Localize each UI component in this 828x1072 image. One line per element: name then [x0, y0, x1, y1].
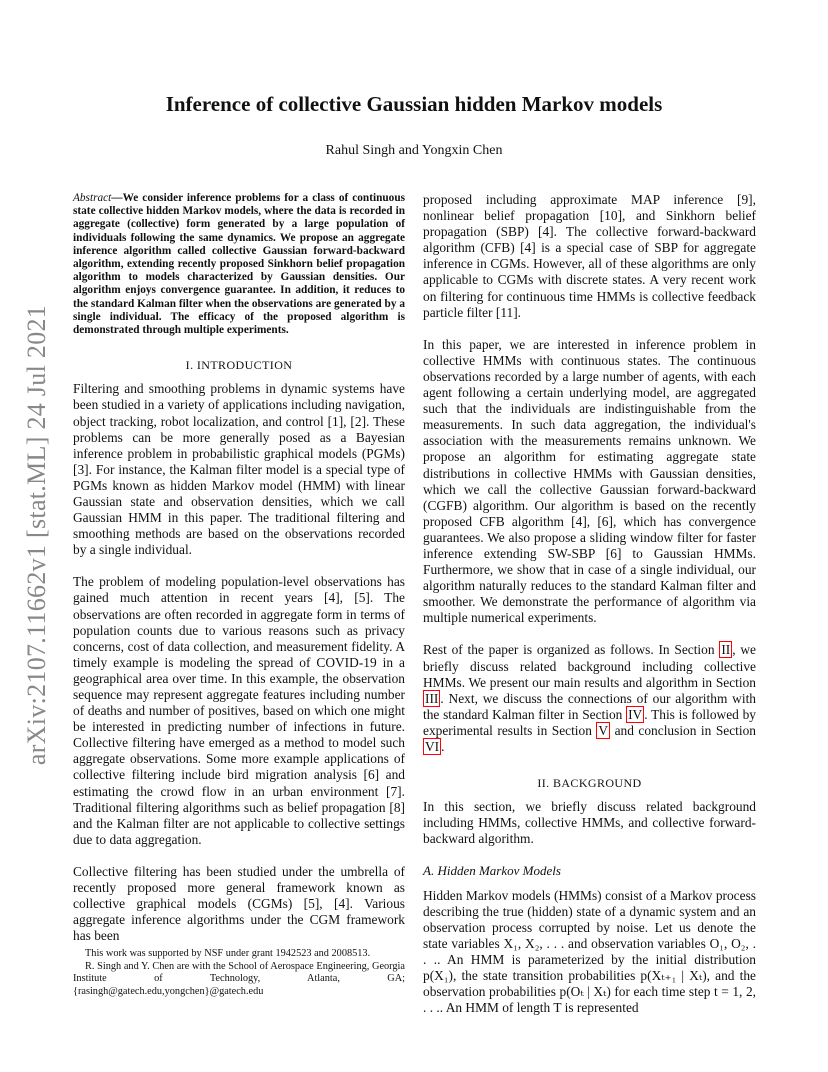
outline-text-d: . This is followed by experimental results in Section: [423, 706, 756, 738]
footnote-funding: This work was supported by NSF under grant 1942523 and 2008513.: [85, 948, 371, 959]
intro-heading: I. INTRODUCTION: [185, 358, 293, 373]
arxiv-side-label: [22, 290, 52, 780]
arxiv-id-text: arXiv:2107.11662v1 [stat.ML] 24 Jul 2021: [22, 304, 51, 766]
intro-paragraph-2: The problem of modeling population-level observations has gained much attention in recent years [4], [5]. The observations are often recorded in aggregate form in terms of population counts due to various reasons such as privacy concerns, cost of data collection, and measurement fidelity. A timely example is modeling the spread of COVID-19 in a geographical area over time. In this example, the observation sequence may represent aggregate features including number of deaths and number of positives, based on which one might be interested in predicting number of infections in future. Collective filtering have emerged as a method to model such aggregate observations. Some more example applications of collective filtering include bird migration analysis [6] and estimating the crowd flow in an urban environment [7]. Traditional filtering algorithms such as belief propagation [8] and the Kalman filter are not applicable to collective settings due to data aggregation.: [73, 574, 405, 847]
outline-text-e: and conclusion in Section: [610, 722, 757, 738]
footnote-affiliation: R. Singh and Y. Chen are with the School of Aerospace Engineering, Georgia Institute of Technology, Atlanta, GA; {rasingh@gatech.edu,yongchen}@gatech.edu: [73, 960, 405, 997]
abstract-label: Abstract: [73, 192, 112, 204]
intro-paragraph-1: Filtering and smoothing problems in dynamic systems have been studied in a variety of applications including navigation, object tracking, robot localization, and control [1], [2]. These problems can be more generally posed as a Bayesian inference problem in probabilistic graphical models (PGMs) [3]. For instance, the Kalman filter model is a special type of PGMs known as hidden Markov model (HMM) with linear Gaussian state and observation densities, which we call Gaussian HMM in this paper. The traditional filtering and smoothing methods are based on the observations recorded by a single individual.: [73, 381, 405, 558]
outline-text-b: , we briefly discuss related background including collective HMMs. We present our main results and algorithm in Section: [423, 642, 756, 690]
footnote: [73, 948, 405, 998]
outline-text-a: Rest of the paper is organized as follows. In Section: [423, 642, 720, 658]
right-column: [423, 192, 756, 1016]
section-link-iii[interactable]: III: [425, 690, 439, 706]
hmm-subheading: A. Hidden Markov Models: [423, 863, 561, 879]
background-paragraph-1: In this section, we briefly discuss related background including HMMs, collective HMMs, and collective forward-backward algorithm.: [423, 799, 756, 847]
section-link-vi[interactable]: VI: [425, 739, 440, 754]
section-link-ii[interactable]: II: [721, 642, 731, 658]
intro-paragraph-3: Collective filtering has been studied under the umbrella of recently proposed more general framework known as collective graphical models (CGMs) [5], [4]. Various aggregate inference algorithms under the CGM framework has been: [73, 863, 405, 944]
paper-title: Inference of collective Gaussian hidden Markov models: [165, 92, 663, 116]
right-paragraph-1: proposed including approximate MAP inference [9], nonlinear belief propagation [10], and Sinkhorn belief propagation (SBP) [4]. The collective forward-backward algorithm (CFB) [4] is a special case of SBP for aggregate inference in CGMs. However, all of these algorithms are only applicable to CGMs with discrete states. A very recent work on filtering for continuous time HMMs is collective feedback particle filter [11].: [423, 192, 756, 320]
outline-paragraph: [423, 642, 756, 755]
section-link-iv[interactable]: IV: [628, 706, 643, 722]
background-heading: II. BACKGROUND: [537, 776, 642, 791]
abstract-dash: —: [111, 192, 123, 204]
section-link-v[interactable]: V: [598, 722, 609, 738]
left-column: [73, 192, 405, 944]
paper-authors: Rahul Singh and Yongxin Chen: [325, 143, 503, 158]
right-paragraph-2: In this paper, we are interested in inference problem in collective HMMs with continuous states. The continuous observations recorded by a large number of agents, with each agent following a certain underlying model, are aggregated such that the individuals are indistinguishable from the measurements. In such data aggregation, the individual's association with the measurements remains unknown. We propose an algorithm for estimating aggregate state distributions in collective HMMs with Gaussian densities, which we call the collective Gaussian forward-backward (CGFB) algorithm. Our algorithm is based on the recently proposed CFB algorithm [4], [6], which has convergence guarantees. We also propose a sliding window filter for faster inference extending SW-SBP [6] to Gaussian HMMs. Furthermore, we show that in case of a single individual, our algorithm naturally reduces to the standard Kalman filter and smoother. We demonstrate the performance of algorithm via multiple numerical experiments.: [423, 336, 756, 626]
outline-text-c: . Next, we discuss the connections of our algorithm with the standard Kalman filter in Section: [423, 690, 756, 722]
hmm-paragraph-1: Hidden Markov models (HMMs) consist of a Markov process describing the true (hidden) state of a dynamic system and an observation process corrupted by noise. Let us denote the state variables X₁, X₂, . . . and observation variables O₁, O₂, . . .. An HMM is parameterized by the initial distribution p(X₁), the state transition probabilities p(Xₜ₊₁ | Xₜ), and the observation probabilities p(Oₜ | Xₜ) for each time step t = 1, 2, . . .. An HMM of length T is represented: [423, 887, 756, 1016]
abstract-text: We consider inference problems for a class of continuous state collective hidden Markov models, where the data is recorded in aggregate (collective) form generated by a large population of individuals following the same dynamics. We propose an aggregate inference algorithm called collective Gaussian forward-backward algorithm, extending recently proposed Sinkhorn belief propagation algorithm to models characterized by Gaussian densities. Our algorithm enjoys convergence guarantee. In addition, it reduces to the standard Kalman filter when the observations are generated by a single individual. The efficacy of the proposed algorithm is demonstrated through multiple experiments.: [73, 192, 405, 337]
abstract: [73, 192, 405, 337]
outline-text-f: .: [441, 739, 445, 754]
